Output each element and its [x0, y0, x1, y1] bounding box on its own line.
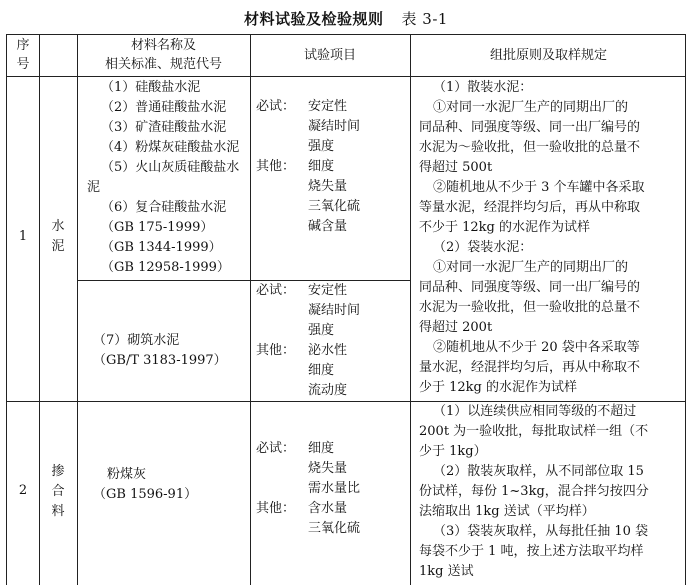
text-line: ②随机地从不少于 3 个车罐中各采取: [433, 180, 645, 195]
test-item-name: 烧失量: [308, 461, 348, 476]
text-line: 法缩取出 1kg 送试（平均样）: [419, 504, 595, 519]
test-item-prefix: 必试：: [256, 283, 296, 298]
header-seq-line: 号: [16, 57, 30, 72]
text-line: 泥: [87, 180, 101, 195]
test-item-row: [256, 137, 406, 157]
test-item-name: 需水量比: [308, 481, 361, 496]
text-line: 同品种、同强度等级、同一出厂编号的: [419, 280, 641, 295]
text-line: （4）粉煤灰硅酸盐水泥: [101, 140, 240, 155]
text-line: ②随机地从不少于 20 袋中各采取等: [433, 340, 640, 355]
text-line: （6）复合硅酸盐水泥: [101, 200, 227, 215]
category-char: 合: [51, 484, 65, 499]
header-seq: [7, 36, 39, 74]
text-line: 水泥为一验收批，但一验收批的总量不: [419, 300, 641, 315]
test-item-prefix: 其他：: [256, 159, 296, 174]
row2-tests: [256, 439, 406, 539]
row1-rules: [419, 78, 687, 398]
row1-tests-a: [256, 97, 406, 237]
text-line: 得超过 200t: [419, 320, 493, 335]
test-item-name: 三氧化硫: [308, 521, 361, 536]
document-title: [0, 8, 692, 29]
test-item-row: [256, 361, 406, 381]
text-line: 少于 1kg）: [419, 444, 487, 459]
test-item-name: 强度: [308, 139, 335, 154]
col-divider: [410, 35, 411, 585]
test-item-row: [256, 197, 406, 217]
header-seq-line: 序: [16, 38, 30, 53]
test-item-name: 含水量: [308, 501, 348, 516]
text-line: （2）普通硅酸盐水泥: [101, 100, 227, 115]
test-item-name: 安定性: [308, 283, 348, 298]
rules-table: [6, 34, 686, 585]
header-material: [77, 36, 250, 74]
text-line: 少于 12kg 的水泥作为试样: [419, 380, 578, 395]
text-line: 粉煤灰: [107, 467, 147, 482]
test-item-row: [256, 117, 406, 137]
test-item-prefix: 其他：: [256, 501, 296, 516]
test-item-name: 细度: [308, 159, 335, 174]
text-line: 等量水泥，经混拌均匀后，再从中称取: [419, 200, 641, 215]
test-item-name: 细度: [308, 363, 335, 378]
text-line: （5）火山灰质硅酸盐水: [101, 160, 240, 175]
category-char: 掺: [51, 464, 65, 479]
category-char: 水: [51, 219, 65, 234]
text-line: （3）袋装灰取样，从每批任抽 10 袋: [433, 524, 649, 539]
test-item-name: 安定性: [308, 99, 348, 114]
category-char: 料: [51, 504, 65, 519]
text-line: ①对同一水泥厂生产的同期出厂的: [433, 260, 629, 275]
test-item-row: [256, 519, 406, 539]
text-line: （GB 12958-1999）: [101, 260, 230, 275]
header-rules: 组批原则及取样规定: [489, 48, 607, 63]
text-line: 1kg 送试: [419, 564, 474, 579]
test-item-row: [256, 321, 406, 341]
test-item-row: [256, 439, 406, 459]
text-line: ①对同一水泥厂生产的同期出厂的: [433, 100, 629, 115]
header-material-line: 材料名称及: [130, 38, 196, 53]
category-char: 泥: [51, 239, 65, 254]
test-item-row: [256, 177, 406, 197]
test-item-name: 碱含量: [308, 219, 348, 234]
test-item-row: [256, 281, 406, 301]
test-item-name: 烧失量: [308, 179, 348, 194]
test-item-name: 凝结时间: [308, 119, 361, 134]
test-item-name: 强度: [308, 323, 335, 338]
text-line: （1）散装水泥：: [433, 80, 533, 95]
test-item-row: [256, 341, 406, 361]
row1-materials-a: [87, 78, 247, 278]
text-line: 每袋不少于 1 吨，按上述方法取平均样: [419, 544, 644, 559]
text-line: （1）以连续供应相同等级的不超过: [433, 404, 637, 419]
test-item-name: 流动度: [308, 383, 348, 398]
table-label: 表 3-1: [401, 10, 448, 28]
test-item-row: [256, 157, 406, 177]
text-line: 量水泥，经混拌均匀后，再从中称取不: [419, 360, 641, 375]
test-item-name: 三氧化硫: [308, 199, 361, 214]
text-line: （2）散装灰取样，从不同部位取 15: [433, 464, 644, 479]
col-divider: [250, 35, 251, 585]
test-item-prefix: 必试：: [256, 99, 296, 114]
row1-tests-b: [256, 281, 406, 401]
header-test-items: 试验项目: [303, 48, 356, 63]
test-item-name: 凝结时间: [308, 303, 361, 318]
text-line: （2）袋装水泥：: [433, 240, 533, 255]
test-item-row: [256, 217, 406, 237]
header-material-line: 相关标准、规范代号: [104, 57, 222, 72]
test-item-row: [256, 301, 406, 321]
test-item-row: [256, 459, 406, 479]
text-line: 200t 为一验收批，每批取试样一组（不: [419, 424, 649, 439]
row2-category: [39, 462, 77, 522]
text-line: 同品种、同强度等级、同一出厂编号的: [419, 120, 641, 135]
row1-materials-b: [93, 331, 248, 371]
test-item-row: [256, 97, 406, 117]
title-text: 材料试验及检验规则: [244, 10, 384, 28]
text-line: 得超过 500t: [419, 160, 493, 175]
row2-materials: [93, 465, 248, 505]
text-line: （GB 175-1999）: [101, 220, 214, 235]
test-item-name: 泌水性: [308, 343, 348, 358]
text-line: 不少于 12kg 的水泥作为试样: [419, 220, 591, 235]
col-divider: [77, 35, 78, 585]
text-line: （1）硅酸盐水泥: [101, 80, 201, 95]
row1-category: [39, 217, 77, 257]
row1-seq: 1: [18, 229, 28, 244]
test-item-row: [256, 499, 406, 519]
row2-seq: 2: [18, 483, 28, 498]
text-line: （3）矿渣硅酸盐水泥: [101, 120, 227, 135]
text-line: （GB 1596-91）: [93, 487, 198, 502]
test-item-row: [256, 381, 406, 401]
test-item-prefix: 其他：: [256, 343, 296, 358]
test-item-row: [256, 479, 406, 499]
text-line: （GB/T 3183-1997）: [93, 353, 227, 368]
test-item-prefix: 必试：: [256, 441, 296, 456]
text-line: （GB 1344-1999）: [101, 240, 222, 255]
row-divider: [7, 76, 685, 77]
text-line: 份试样，每份 1~3kg，混合拌匀按四分: [419, 484, 649, 499]
text-line: 水泥为～验收批，但一验收批的总量不: [419, 140, 641, 155]
text-line: （7）砌筑水泥: [93, 333, 180, 348]
test-item-name: 细度: [308, 441, 335, 456]
row2-rules: [419, 402, 687, 582]
